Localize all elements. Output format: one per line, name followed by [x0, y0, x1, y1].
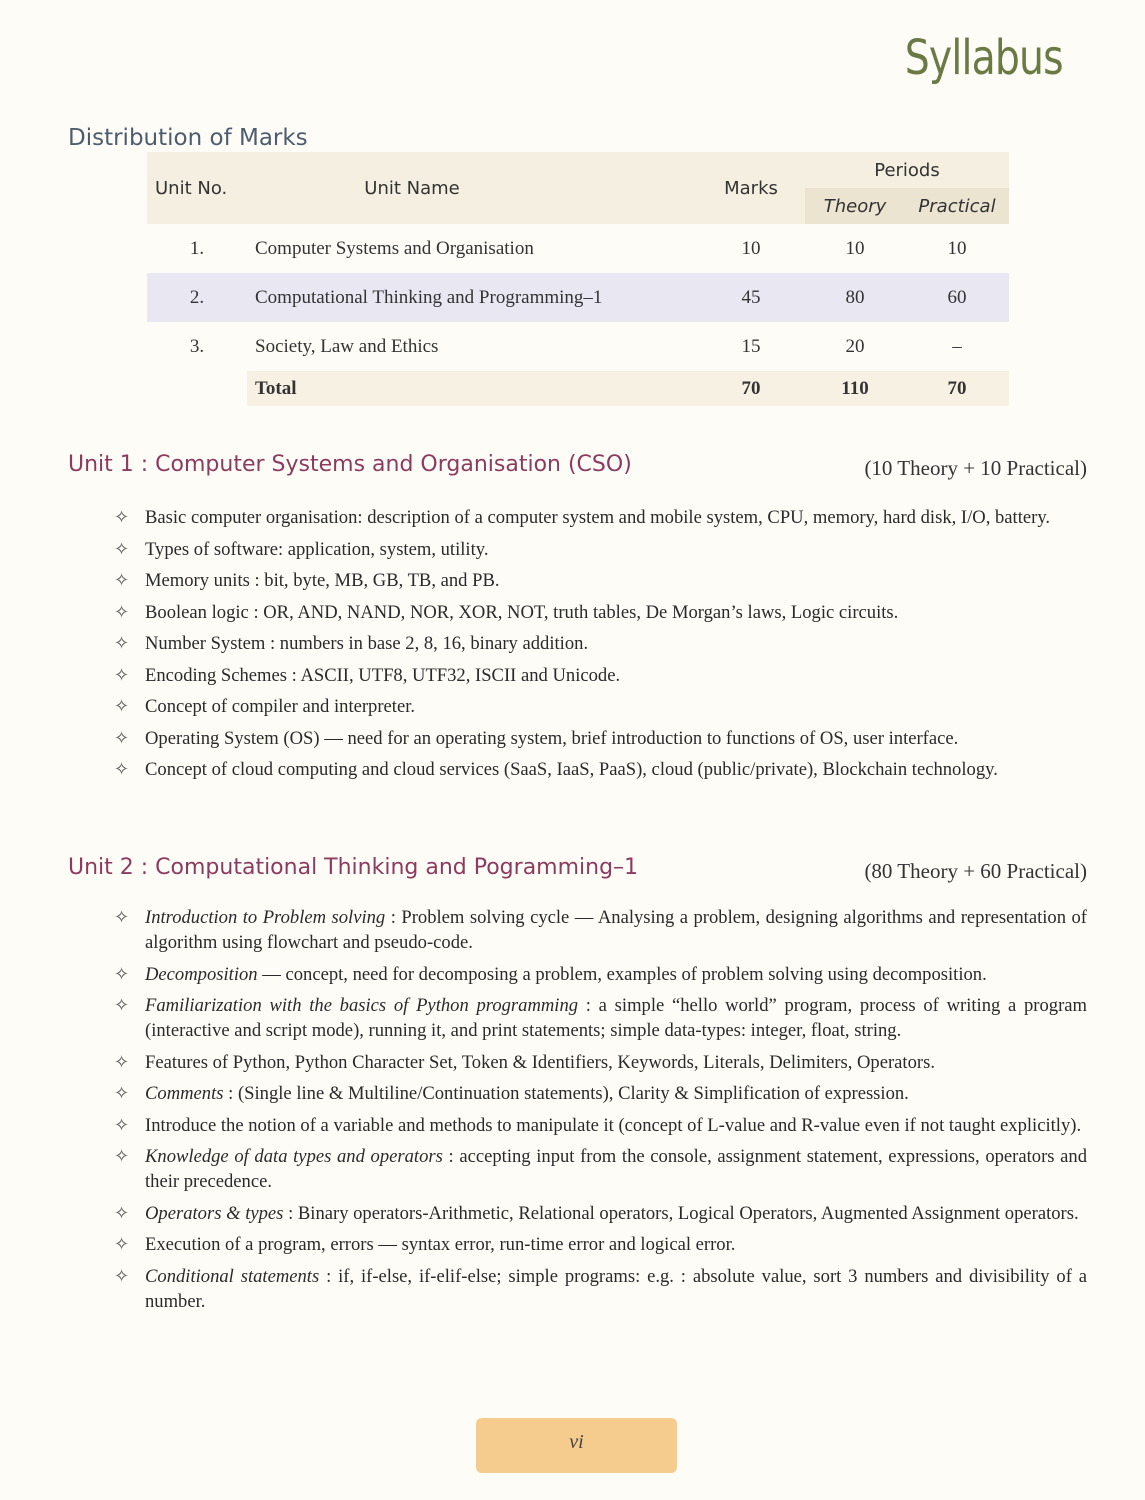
marks-cell: 10: [741, 237, 761, 259]
header-practical: Practical: [905, 188, 1009, 224]
bullet-text: Operating System (OS) — need for an operating system, brief introduction to functions of OS, user interface.: [145, 727, 959, 749]
bullet-text: — concept, need for decomposing a problem, examples of problem solving using decomposition.: [257, 963, 987, 985]
list-item: [114, 1081, 1087, 1106]
diamond-bullet-icon: ✧: [114, 1234, 130, 1255]
bullet-text: : if, if-else, if-elif-else; simple programs: e.g. : absolute value, sort 3 numbers and divisibility of a number.: [145, 1265, 1087, 1312]
diamond-bullet-icon: ✧: [114, 1083, 130, 1104]
header-unit-no: Unit No.: [147, 152, 247, 224]
list-item: [114, 726, 1087, 751]
diamond-bullet-icon: ✧: [114, 727, 130, 749]
unit2-periods: (80 Theory + 60 Practical): [864, 859, 1087, 883]
diamond-bullet-icon: ✧: [114, 1265, 130, 1287]
marks-distribution-table: [147, 152, 1009, 406]
section-title: Distribution of Marks: [68, 125, 308, 151]
list-item: [114, 1144, 1087, 1194]
bullet-text: : Binary operators-Arithmetic, Relational operators, Logical Operators, Augmented Assignment operators.: [283, 1202, 1079, 1224]
diamond-bullet-icon: ✧: [114, 696, 130, 717]
practical-cell: 10: [947, 237, 967, 259]
header-unit-name: Unit Name: [247, 152, 697, 224]
list-item: [114, 1201, 1087, 1226]
total-practical: 70: [905, 371, 1009, 406]
header-marks: Marks: [697, 152, 805, 224]
diamond-bullet-icon: ✧: [114, 1146, 130, 1167]
bullet-text: Types of software: application, system, utility.: [145, 538, 489, 560]
list-item: [114, 1113, 1087, 1138]
page-number: vi: [569, 1431, 584, 1453]
diamond-bullet-icon: ✧: [114, 907, 130, 928]
bullet-text: Features of Python, Python Character Set, Token & Identifiers, Keywords, Literals, Delimiters, Operators.: [145, 1051, 935, 1073]
unit1-periods: (10 Theory + 10 Practical): [864, 456, 1087, 480]
bullet-lead-text: Conditional statements: [145, 1265, 320, 1287]
list-item: [114, 631, 1087, 656]
practical-cell: 60: [905, 273, 1009, 322]
header-theory: Theory: [805, 188, 905, 224]
unit-no-cell: 1.: [189, 237, 205, 259]
bullet-lead-text: Operators & types: [145, 1202, 284, 1224]
table-total-row: [147, 371, 1009, 406]
list-item: [114, 505, 1087, 530]
list-item: [114, 757, 1087, 782]
diamond-bullet-icon: ✧: [114, 507, 130, 528]
marks-cell: 45: [697, 273, 805, 322]
list-item: [114, 993, 1087, 1043]
bullet-lead-text: Familiarization with the basics of Python programming: [145, 995, 579, 1016]
bullet-text: Introduce the notion of a variable and methods to manipulate it (concept of L-value and R-value even if not taught explicitly).: [145, 1114, 1082, 1136]
list-item: [114, 663, 1087, 688]
table-row: [147, 273, 1009, 322]
marks-cell: 15: [741, 335, 761, 357]
header-periods: Periods: [805, 152, 1009, 188]
bullet-text: Encoding Schemes : ASCII, UTF8, UTF32, ISCII and Unicode.: [145, 664, 621, 686]
diamond-bullet-icon: ✧: [114, 1114, 130, 1136]
bullet-text: : accepting input from the console, assignment statement, expressions, operators and their precedence.: [145, 1146, 1087, 1192]
bullet-text: : (Single line & Multiline/Continuation statements), Clarity & Simplification of expression.: [223, 1083, 909, 1104]
blank-cell: [147, 371, 247, 406]
bullet-lead-text: Comments: [145, 1083, 224, 1104]
diamond-bullet-icon: ✧: [114, 995, 130, 1016]
list-item: [114, 600, 1087, 625]
bullet-text: : Problem solving cycle — Analysing a problem, designing algorithms and representation of algorithm using flowchart and pseudo-code.: [145, 907, 1088, 953]
theory-cell: 10: [845, 237, 865, 259]
diamond-bullet-icon: ✧: [114, 601, 130, 623]
bullet-text: Concept of cloud computing and cloud services (SaaS, IaaS, PaaS), cloud (public/private), Blockchain technology.: [145, 759, 998, 780]
diamond-bullet-icon: ✧: [114, 570, 130, 591]
diamond-bullet-icon: ✧: [114, 664, 130, 686]
bullet-lead-text: Introduction to Problem solving: [145, 907, 386, 928]
page-title: Syllabus: [904, 30, 1063, 86]
bullet-text: : a simple “hello world” program, process of writing a program (interactive and script mode), running it, and print statements; simple data-types: integer, float, string.: [145, 995, 1087, 1041]
list-item: [114, 1264, 1087, 1314]
bullet-lead-text: Decomposition: [145, 963, 258, 985]
bullet-text: Concept of compiler and interpreter.: [145, 696, 416, 717]
unit-name-cell: Computer Systems and Organisation: [255, 237, 534, 259]
unit-no-cell: 2.: [147, 273, 247, 322]
list-item: [114, 1050, 1087, 1075]
diamond-bullet-icon: ✧: [114, 1051, 130, 1073]
practical-cell: –: [952, 335, 962, 357]
theory-cell: 80: [805, 273, 905, 322]
unit2-bullet-list: [114, 905, 1087, 1320]
list-item: [114, 537, 1087, 562]
bullet-text: Boolean logic : OR, AND, NAND, NOR, XOR, NOT, truth tables, De Morgan’s laws, Logic circuits.: [145, 601, 899, 623]
table-row: [147, 322, 1009, 371]
total-label: Total: [247, 371, 697, 406]
bullet-text: Basic computer organisation: description of a computer system and mobile system, CPU, memory, hard disk, I/O, battery.: [145, 507, 1051, 528]
page-number-tab: [476, 1418, 677, 1473]
bullet-text: Number System : numbers in base 2, 8, 16, binary addition.: [145, 633, 589, 654]
unit2-heading: Unit 2 : Computational Thinking and Pogramming–1: [68, 855, 639, 880]
diamond-bullet-icon: ✧: [114, 963, 130, 985]
diamond-bullet-icon: ✧: [114, 633, 130, 654]
total-theory: 110: [805, 371, 905, 406]
theory-cell: 20: [845, 335, 865, 357]
unit-name-cell: Computational Thinking and Programming–1: [247, 273, 697, 322]
bullet-text: Memory units : bit, byte, MB, GB, TB, and PB.: [145, 570, 500, 591]
list-item: [114, 905, 1087, 955]
bullet-text: Execution of a program, errors — syntax error, run-time error and logical error.: [145, 1234, 736, 1255]
unit-no-cell: 3.: [189, 335, 205, 357]
total-marks: 70: [697, 371, 805, 406]
unit1-heading: Unit 1 : Computer Systems and Organisation (CSO): [68, 452, 632, 477]
diamond-bullet-icon: ✧: [114, 1202, 130, 1224]
unit-name-cell: Society, Law and Ethics: [255, 335, 439, 357]
list-item: [114, 694, 1087, 719]
list-item: [114, 1232, 1087, 1257]
list-item: [114, 568, 1087, 593]
bullet-lead-text: Knowledge of data types and operators: [145, 1146, 443, 1167]
diamond-bullet-icon: ✧: [114, 759, 130, 780]
unit1-bullet-list: [114, 505, 1087, 789]
list-item: [114, 962, 1087, 987]
table-row: [147, 224, 1009, 273]
diamond-bullet-icon: ✧: [114, 538, 130, 560]
